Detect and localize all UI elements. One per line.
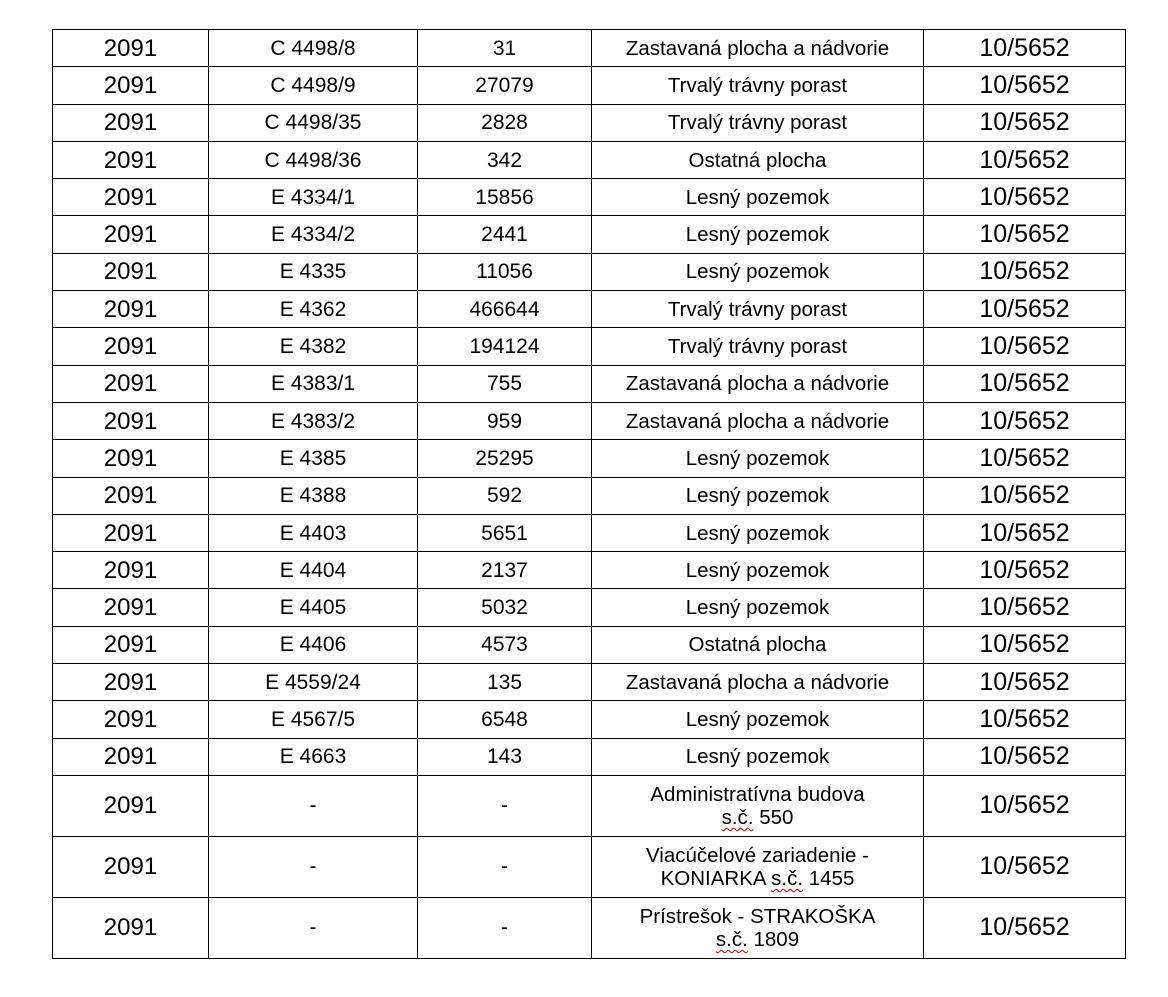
- cell-area: 11056: [418, 253, 592, 290]
- cell-area: 2828: [418, 104, 592, 141]
- cell-land-type: [592, 291, 924, 328]
- cell-lv-number: 2091: [53, 179, 209, 216]
- cell-area: -: [418, 775, 592, 836]
- land-type-line: Ostatná plocha: [688, 633, 827, 657]
- land-type-line: Lesný pozemok: [685, 260, 830, 284]
- spellcheck-underline: s.č.: [771, 866, 804, 890]
- cell-parcel-number: -: [209, 836, 418, 897]
- cell-land-type: [592, 626, 924, 663]
- table-row: [53, 514, 1126, 551]
- cell-land-type: [592, 775, 924, 836]
- cell-area: 31: [418, 30, 592, 67]
- cell-parcel-number: E 4362: [209, 291, 418, 328]
- cell-land-type: [592, 664, 924, 701]
- cell-area: 4573: [418, 626, 592, 663]
- land-type-line: Lesný pozemok: [685, 223, 830, 247]
- land-type-line: Ostatná plocha: [688, 148, 827, 172]
- cell-area: 194124: [418, 328, 592, 365]
- table-row: [53, 104, 1126, 141]
- cell-share: 10/5652: [924, 738, 1126, 775]
- cell-lv-number: 2091: [53, 701, 209, 738]
- cell-lv-number: 2091: [53, 514, 209, 551]
- cell-land-type: [592, 836, 924, 897]
- land-type-line: Administratívna budova: [650, 782, 865, 806]
- cell-share: 10/5652: [924, 67, 1126, 104]
- cell-area: 2441: [418, 216, 592, 253]
- cell-land-type: [592, 514, 924, 551]
- cell-parcel-number: E 4334/1: [209, 179, 418, 216]
- cell-area: 6548: [418, 701, 592, 738]
- cell-area: 135: [418, 664, 592, 701]
- property-table: [52, 29, 1126, 959]
- land-type-line: Zastavaná plocha a nádvorie: [625, 372, 890, 396]
- cell-land-type: [592, 440, 924, 477]
- cell-area: 25295: [418, 440, 592, 477]
- cell-parcel-number: E 4383/2: [209, 402, 418, 439]
- cell-share: 10/5652: [924, 589, 1126, 626]
- spellcheck-underline: s.č.: [721, 805, 754, 829]
- cell-parcel-number: E 4335: [209, 253, 418, 290]
- cell-parcel-number: E 4385: [209, 440, 418, 477]
- cell-land-type: [592, 552, 924, 589]
- cell-parcel-number: E 4404: [209, 552, 418, 589]
- cell-share: 10/5652: [924, 440, 1126, 477]
- cell-land-type: [592, 701, 924, 738]
- cell-share: 10/5652: [924, 104, 1126, 141]
- cell-area: 5032: [418, 589, 592, 626]
- cell-lv-number: 2091: [53, 552, 209, 589]
- cell-lv-number: 2091: [53, 775, 209, 836]
- land-type-line: Lesný pozemok: [685, 745, 830, 769]
- cell-area: 466644: [418, 291, 592, 328]
- cell-share: 10/5652: [924, 253, 1126, 290]
- cell-area: 15856: [418, 179, 592, 216]
- cell-share: 10/5652: [924, 365, 1126, 402]
- land-type-line: Lesný pozemok: [685, 558, 830, 582]
- cell-land-type: [592, 402, 924, 439]
- cell-lv-number: 2091: [53, 291, 209, 328]
- table-row: [53, 67, 1126, 104]
- cell-area: 27079: [418, 67, 592, 104]
- cell-parcel-number: C 4498/36: [209, 141, 418, 178]
- cell-parcel-number: -: [209, 897, 418, 958]
- cell-land-type: [592, 67, 924, 104]
- cell-parcel-number: E 4334/2: [209, 216, 418, 253]
- cell-share: 10/5652: [924, 664, 1126, 701]
- cell-land-type: [592, 104, 924, 141]
- cell-area: 959: [418, 402, 592, 439]
- table-row: [53, 477, 1126, 514]
- cell-parcel-number: E 4567/5: [209, 701, 418, 738]
- cell-share: 10/5652: [924, 216, 1126, 253]
- cell-lv-number: 2091: [53, 328, 209, 365]
- cell-parcel-number: E 4663: [209, 738, 418, 775]
- cell-parcel-number: E 4383/1: [209, 365, 418, 402]
- land-type-line: s.č. 550: [721, 805, 794, 829]
- cell-area: 143: [418, 738, 592, 775]
- land-type-line: Lesný pozemok: [685, 484, 830, 508]
- cell-lv-number: 2091: [53, 836, 209, 897]
- cell-share: 10/5652: [924, 836, 1126, 897]
- table-row: [53, 738, 1126, 775]
- table-body: [53, 30, 1126, 959]
- table-row: [53, 775, 1126, 836]
- table-row: [53, 664, 1126, 701]
- land-type-line: Zastavaná plocha a nádvorie: [625, 36, 890, 60]
- cell-land-type: [592, 589, 924, 626]
- land-type-line: KONIARKA s.č. 1455: [660, 866, 855, 890]
- cell-parcel-number: -: [209, 775, 418, 836]
- cell-lv-number: 2091: [53, 104, 209, 141]
- cell-area: -: [418, 836, 592, 897]
- table-row: [53, 589, 1126, 626]
- cell-share: 10/5652: [924, 141, 1126, 178]
- cell-share: 10/5652: [924, 514, 1126, 551]
- land-type-line: s.č. 1809: [715, 927, 800, 951]
- land-type-line: Prístrešok - STRAKOŠKA: [639, 904, 876, 928]
- cell-share: 10/5652: [924, 402, 1126, 439]
- cell-lv-number: 2091: [53, 67, 209, 104]
- cell-area: 592: [418, 477, 592, 514]
- cell-land-type: [592, 30, 924, 67]
- land-type-line: Trvalý trávny porast: [667, 335, 848, 359]
- cell-share: 10/5652: [924, 552, 1126, 589]
- cell-parcel-number: E 4403: [209, 514, 418, 551]
- cell-parcel-number: C 4498/35: [209, 104, 418, 141]
- table-row: [53, 141, 1126, 178]
- table-row: [53, 253, 1126, 290]
- cell-lv-number: 2091: [53, 402, 209, 439]
- table-row: [53, 897, 1126, 958]
- cell-land-type: [592, 141, 924, 178]
- cell-land-type: [592, 328, 924, 365]
- table-row: [53, 402, 1126, 439]
- table-row: [53, 291, 1126, 328]
- cell-lv-number: 2091: [53, 477, 209, 514]
- cell-lv-number: 2091: [53, 365, 209, 402]
- cell-land-type: [592, 897, 924, 958]
- cell-land-type: [592, 738, 924, 775]
- cell-share: 10/5652: [924, 626, 1126, 663]
- cell-lv-number: 2091: [53, 626, 209, 663]
- cell-area: 5651: [418, 514, 592, 551]
- cell-lv-number: 2091: [53, 738, 209, 775]
- cell-lv-number: 2091: [53, 216, 209, 253]
- cell-share: 10/5652: [924, 701, 1126, 738]
- table-row: [53, 626, 1126, 663]
- cell-land-type: [592, 253, 924, 290]
- land-type-line: Lesný pozemok: [685, 185, 830, 209]
- land-type-line: Lesný pozemok: [685, 707, 830, 731]
- cell-land-type: [592, 365, 924, 402]
- cell-parcel-number: E 4406: [209, 626, 418, 663]
- cell-land-type: [592, 477, 924, 514]
- cell-land-type: [592, 179, 924, 216]
- cell-lv-number: 2091: [53, 589, 209, 626]
- cell-parcel-number: E 4382: [209, 328, 418, 365]
- cell-parcel-number: E 4405: [209, 589, 418, 626]
- table-row: [53, 328, 1126, 365]
- table-row: [53, 179, 1126, 216]
- land-type-line: Zastavaná plocha a nádvorie: [625, 670, 890, 694]
- cell-share: 10/5652: [924, 328, 1126, 365]
- table-row: [53, 216, 1126, 253]
- land-type-line: Trvalý trávny porast: [667, 111, 848, 135]
- land-type-line: Zastavaná plocha a nádvorie: [625, 409, 890, 433]
- cell-parcel-number: E 4388: [209, 477, 418, 514]
- spellcheck-underline: s.č.: [715, 927, 748, 951]
- cell-area: 755: [418, 365, 592, 402]
- land-type-line: Viacúčelové zariadenie -: [646, 843, 869, 867]
- table-row: [53, 365, 1126, 402]
- cell-share: 10/5652: [924, 897, 1126, 958]
- cell-share: 10/5652: [924, 179, 1126, 216]
- cell-lv-number: 2091: [53, 440, 209, 477]
- table-row: [53, 552, 1126, 589]
- cell-share: 10/5652: [924, 775, 1126, 836]
- cell-area: -: [418, 897, 592, 958]
- land-type-line: Trvalý trávny porast: [667, 297, 848, 321]
- table-row: [53, 30, 1126, 67]
- cell-lv-number: 2091: [53, 897, 209, 958]
- cell-lv-number: 2091: [53, 253, 209, 290]
- cell-land-type: [592, 216, 924, 253]
- cell-share: 10/5652: [924, 291, 1126, 328]
- cell-area: 342: [418, 141, 592, 178]
- cell-lv-number: 2091: [53, 141, 209, 178]
- cell-parcel-number: C 4498/8: [209, 30, 418, 67]
- cell-parcel-number: C 4498/9: [209, 67, 418, 104]
- cell-parcel-number: E 4559/24: [209, 664, 418, 701]
- land-type-line: Lesný pozemok: [685, 446, 830, 470]
- cell-area: 2137: [418, 552, 592, 589]
- table-row: [53, 701, 1126, 738]
- land-type-line: Lesný pozemok: [685, 596, 830, 620]
- cell-lv-number: 2091: [53, 664, 209, 701]
- table-row: [53, 440, 1126, 477]
- land-type-line: Trvalý trávny porast: [667, 73, 848, 97]
- cell-share: 10/5652: [924, 30, 1126, 67]
- land-type-line: Lesný pozemok: [685, 521, 830, 545]
- table-row: [53, 836, 1126, 897]
- cell-share: 10/5652: [924, 477, 1126, 514]
- cell-lv-number: 2091: [53, 30, 209, 67]
